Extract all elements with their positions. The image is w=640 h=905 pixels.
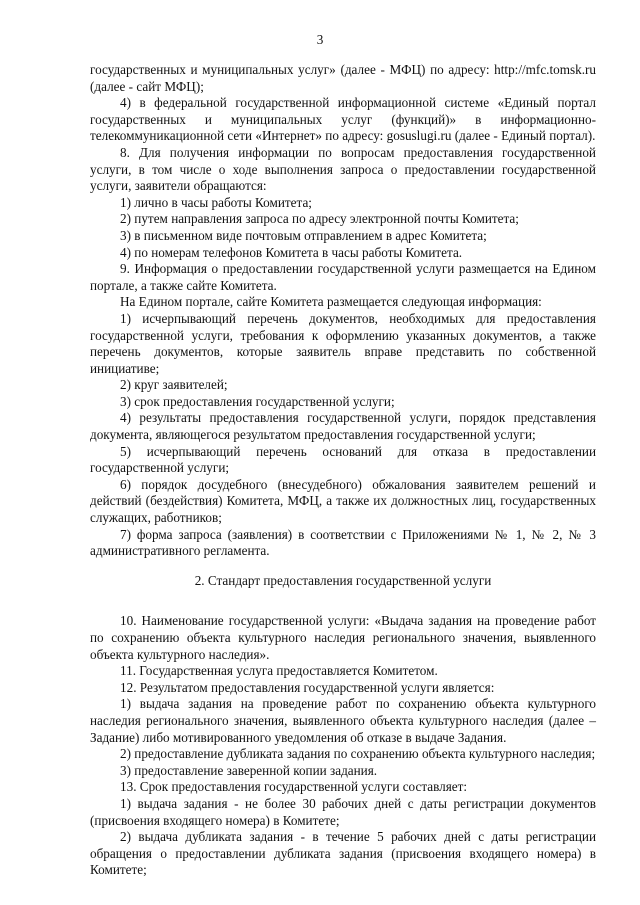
paragraph: 1) выдача задания - не более 30 рабочих дней с даты регистрации документов (присвоения входящего номера) в Комитете;: [90, 795, 596, 828]
paragraph: 2) выдача дубликата задания - в течение 5 рабочих дней с даты регистрации обращения о предоставлении дубликата задания (присвоения входящего номера) в Комитете;: [90, 829, 596, 878]
paragraph: 3) срок предоставления государственной услуги;: [120, 393, 395, 409]
paragraph: На Едином портале, сайте Комитета размещается следующая информация:: [120, 294, 542, 310]
paragraph: 8. Для получения информации по вопросам предоставления государственной услуги, в том числе о ходе выполнения запроса о предоставлении государственной услуги, заявители обращаются:: [90, 144, 596, 194]
paragraph: 4) по номерам телефонов Комитета в часы работы Комитета.: [120, 244, 463, 260]
paragraph: 9. Информация о предоставлении государственной услуги размещается на Едином портале, а также сайте Комитета.: [90, 261, 596, 293]
paragraph: 13. Срок предоставления государственной услуги составляет:: [120, 779, 468, 795]
paragraph: 4) результаты предоставления государственной услуги, порядок представления документа, являющегося результатом предоставления государственной услуги;: [90, 410, 596, 443]
paragraph: 3) предоставление заверенной копии задания.: [120, 762, 378, 778]
paragraph: 2) путем направления запроса по адресу электронной почты Комитета;: [120, 211, 519, 227]
paragraph: 11. Государственная услуга предоставляется Комитетом.: [120, 663, 438, 679]
paragraph: 6) порядок досудебного (внесудебного) обжалования заявителем решений и действий (бездействия) Комитета, МФЦ, а также их должностных лиц, государственных служащих, работников;: [90, 476, 596, 526]
paragraphs-after-heading: [90, 613, 596, 879]
page-content: [90, 62, 596, 879]
paragraph: 7) форма запроса (заявления) в соответствии с Приложениями № 1, № 2, № 3 административного регламента.: [90, 526, 596, 559]
paragraph: 1) исчерпывающий перечень документов, необходимых для предоставления государственной услуги, требования к оформлению указанных документов, а также перечень документов, которые заявитель вправе представить по собственной инициативе;: [90, 310, 596, 376]
paragraph: 3) в письменном виде почтовым отправлением в адрес Комитета;: [120, 227, 487, 243]
paragraph: государственных и муниципальных услуг» (далее - МФЦ) по адресу: http://mfc.tomsk.ru (далее - сайт МФЦ);: [90, 62, 596, 94]
paragraph: 2) предоставление дубликата задания по сохранению объекта культурного наследия;: [120, 746, 596, 762]
paragraph: 1) выдача задания на проведение работ по сохранению объекта культурного наследия регионального значения, выявленного объекта культурного наследия (далее – Задание) либо мотивированного уведомления об отказе в выдаче Задания.: [90, 696, 596, 745]
paragraphs-before-heading: [90, 62, 596, 560]
paragraph: 2) круг заявителей;: [120, 377, 228, 393]
section-heading: 2. Стандарт предоставления государственной услуги: [194, 572, 492, 588]
paragraph: 12. Результатом предоставления государственной услуги является:: [120, 679, 495, 695]
paragraph: 10. Наименование государственной услуги: «Выдача задания на проведение работ по сохранению объекта культурного наследия регионального значения, выявленного объекта культурного наследия».: [90, 613, 596, 662]
paragraph: 4) в федеральной государственной информационной системе «Единый портал государственных и муниципальных услуг (функций)» в информационно-телекоммуникационной сети «Интернет» по адресу: gosuslugi.ru (далее - Единый портал).: [90, 95, 596, 144]
page-number: 3: [316, 32, 324, 47]
paragraph: 1) лично в часы работы Комитета;: [120, 194, 312, 210]
paragraph: 5) исчерпывающий перечень оснований для отказа в предоставлении государственной услуги;: [90, 443, 596, 476]
